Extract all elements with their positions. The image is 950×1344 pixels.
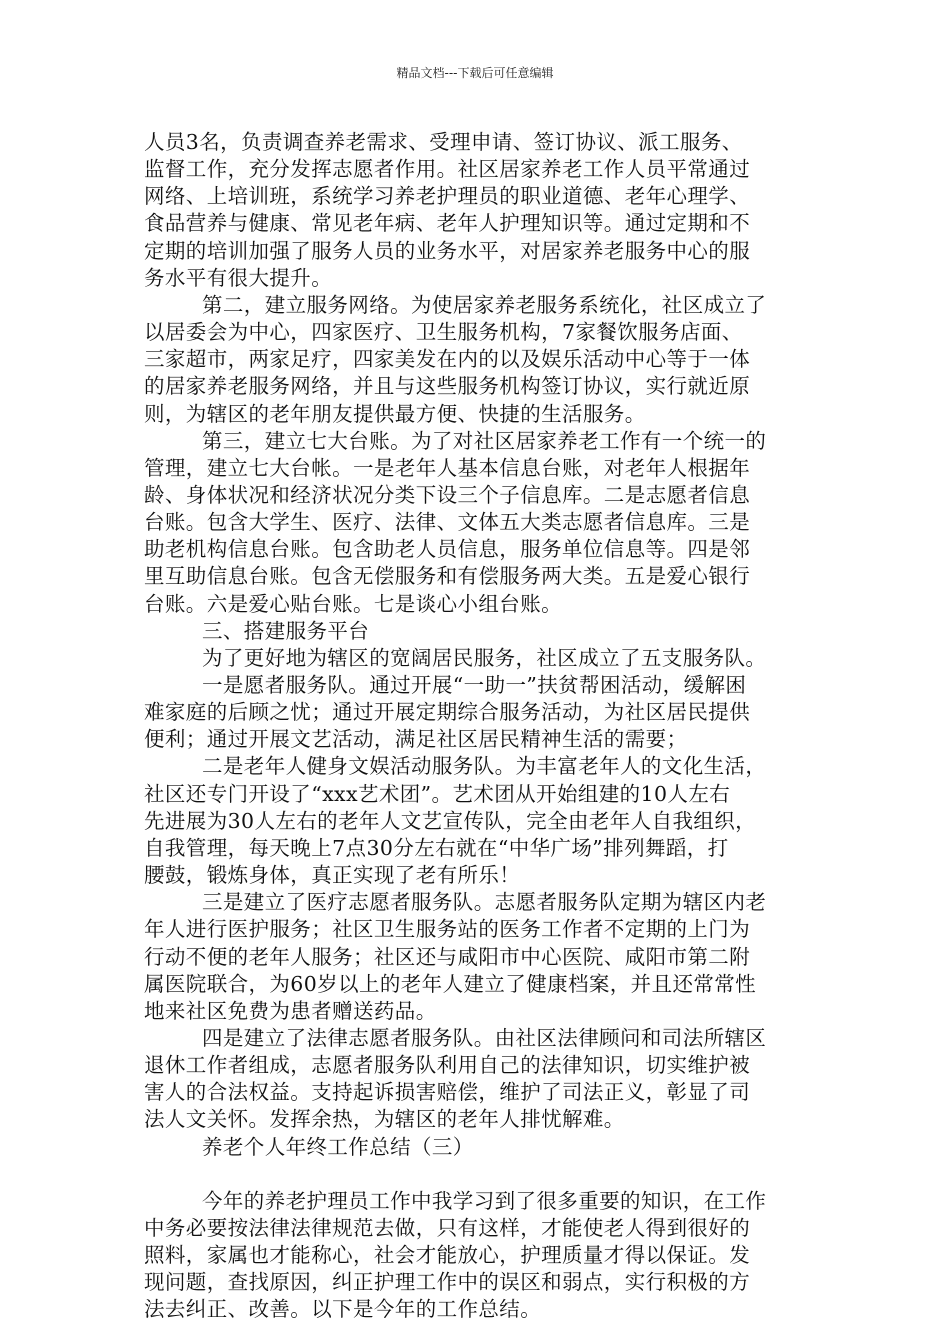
text-line: 务水平有很大提升。 bbox=[144, 265, 333, 290]
text-line: 今年的养老护理员工作中我学习到了很多重要的知识，在工作 bbox=[202, 1188, 767, 1213]
text-line: 助老机构信息台账。包含助老人员信息，服务单位信息等。四是邻 bbox=[144, 537, 751, 562]
text-line: 管理，建立七大台帐。一是老年人基本信息台账，对老年人根据年 bbox=[144, 455, 751, 480]
text-line: 难家庭的后顾之忧；通过开展定期综合服务活动，为社区居民提供 bbox=[144, 700, 751, 725]
text-line: 行动不便的老年人服务；社区还与咸阳市中心医院、咸阳市第二附 bbox=[144, 944, 751, 969]
text-line: 自我管理，每天晚上7点30分左右就在“中华广场”排列舞蹈，打 bbox=[144, 835, 729, 860]
text-line: 害人的合法权益。支持起诉损害赔偿，维护了司法正义，彰显了司 bbox=[144, 1080, 751, 1105]
text-line: 中务必要按法律法律规范去做，只有这样，才能使老人得到很好的 bbox=[144, 1216, 751, 1240]
text-line: 二是老年人健身文娱活动服务队。为丰富老年人的文化生活， bbox=[202, 754, 767, 779]
text-line: 定期的培训加强了服务人员的业务水平，对居家养老服务中心的服 bbox=[144, 238, 751, 263]
text-line: 三是建立了医疗志愿者服务队。志愿者服务队定期为辖区内老 bbox=[202, 890, 767, 915]
text-line: 以居委会为中心，四家医疗、卫生服务机构，7家餐饮服务店面、 bbox=[144, 320, 743, 345]
text-line: 地来社区免费为患者赠送药品。 bbox=[144, 998, 437, 1023]
text-line: 网络、上培训班，系统学习养老护理员的职业道德、老年心理学、 bbox=[144, 184, 751, 209]
text-line: 腰鼓，锻炼身体，真正实现了老有所乐！ bbox=[144, 863, 521, 888]
text-line: 第二，建立服务网络。为使居家养老服务系统化，社区成立了 bbox=[202, 292, 767, 317]
text-line: 监督工作，充分发挥志愿者作用。社区居家养老工作人员平常通过 bbox=[144, 157, 751, 182]
text-line: 则，为辖区的老年朋友提供最方便、快捷的生活服务。 bbox=[144, 401, 646, 426]
text-line: 法去纠正、改善。以下是今年的工作总结。 bbox=[144, 1297, 542, 1322]
text-line: 便利；通过开展文艺活动，满足社区居民精神生活的需要； bbox=[144, 727, 688, 752]
text-line: 社区还专门开设了“xxx艺术团”。艺术团从开始组建的10人左右 bbox=[144, 781, 731, 806]
text-line: 一是愿者服务队。通过开展“一助一”扶贫帮困活动，缓解困 bbox=[202, 673, 747, 697]
text-line: 三家超市，两家足疗，四家美发在内的以及娱乐活动中心等于一体 bbox=[144, 347, 751, 372]
text-line: 人员3名，负责调查养老需求、受理申请、签订协议、派工服务、 bbox=[144, 130, 743, 154]
text-line: 的居家养老服务网络，并且与这些服务机构签订协议，实行就近原 bbox=[144, 374, 751, 399]
text-line: 现问题，查找原因，纠正护理工作中的误区和弱点，实行积极的方 bbox=[144, 1270, 751, 1295]
text-line: 台账。六是爱心贴台账。七是谈心小组台账。 bbox=[144, 591, 562, 616]
text-line: 四是建立了法律志愿者服务队。由社区法律顾问和司法所辖区 bbox=[202, 1025, 767, 1050]
text-line: 里互助信息台账。包含无偿服务和有偿服务两大类。五是爱心银行 bbox=[144, 564, 751, 589]
text-line: 食品营养与健康、常见老年病、老年人护理知识等。通过定期和不 bbox=[144, 211, 751, 236]
page-header: 精品文档---下载后可任意编辑 bbox=[396, 66, 554, 80]
text-line: 先进展为30人左右的老年人文艺宣传队，完全由老年人自我组织， bbox=[144, 808, 757, 833]
text-line: 龄、身体状况和经济状况分类下设三个子信息库。二是志愿者信息 bbox=[144, 482, 751, 507]
text-line: 三、搭建服务平台 bbox=[202, 618, 370, 643]
text-line: 台账。包含大学生、医疗、法律、文体五大类志愿者信息库。三是 bbox=[144, 510, 751, 535]
text-line: 年人进行医护服务；社区卫生服务站的医务工作者不定期的上门为 bbox=[144, 917, 751, 942]
blank-line bbox=[144, 1157, 806, 1185]
text-line: 属医院联合，为60岁以上的老年人建立了健康档案，并且还常常性 bbox=[144, 971, 757, 996]
text-line: 第三，建立七大台账。为了对社区居家养老工作有一个统一的 bbox=[202, 428, 767, 453]
text-line: 照料，家属也才能称心，社会才能放心，护理质量才得以保证。发 bbox=[144, 1243, 751, 1268]
text-line: 退休工作者组成，志愿者服务队利用自己的法律知识，切实维护被 bbox=[144, 1053, 751, 1078]
text-line: 养老个人年终工作总结（三） bbox=[202, 1134, 474, 1159]
text-line: 法人文关怀。发挥余热，为辖区的老年人排忧解难。 bbox=[144, 1107, 625, 1132]
text-line: 为了更好地为辖区的宽阔居民服务，社区成立了五支服务队。 bbox=[202, 645, 767, 670]
